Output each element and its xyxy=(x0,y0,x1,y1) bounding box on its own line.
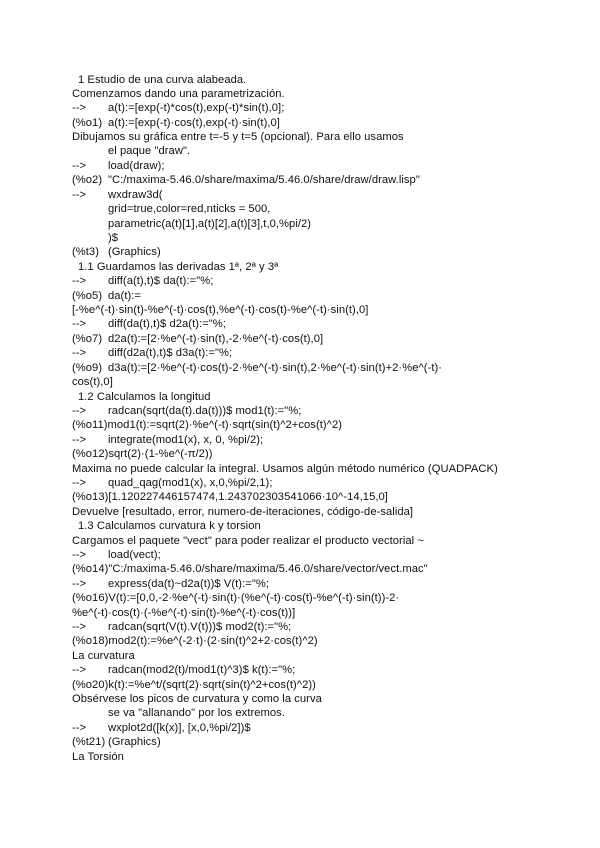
output-label: (%o9) xyxy=(72,362,103,374)
code-text: radcan(mod2(t)/mod1(t)^3)$ k(t):="%; xyxy=(108,664,296,676)
input-line xyxy=(72,620,291,634)
code-text: load(vect); xyxy=(108,549,161,561)
section-heading-2: 1.1 Guardamos las derivadas 1ª, 2ª y 3ª xyxy=(78,261,279,273)
section-heading-1: 1 Estudio de una curva alabeada. xyxy=(78,74,247,86)
code-text: (Graphics) xyxy=(108,246,161,258)
prompt-label: --> xyxy=(72,160,87,172)
text-line: Dibujamos su gráfica entre t=-5 y t=5 (opcional). Para ello usamos xyxy=(72,131,404,143)
output-label: (%t21) xyxy=(72,736,106,748)
output-label: (%o1) xyxy=(72,117,103,129)
code-text: diff(a(t),t)$ da(t):="%; xyxy=(108,275,214,287)
input-line xyxy=(72,274,213,288)
code-text: (Graphics) xyxy=(108,736,161,748)
code-text: radcan(sqrt(da(t).da(t)))$ mod1(t):="%; xyxy=(108,405,302,417)
code-text: d2a(t):=[2·%e^(-t)·sin(t),-2·%e^(-t)·cos(t),0] xyxy=(108,333,324,345)
output-line: (%o12)sqrt(2)·(1-%e^(-π/2)) xyxy=(72,448,213,460)
code-line: parametric(a(t)[1],a(t)[2],a(t)[3],t,0,%pi/2) xyxy=(108,218,312,230)
code-text: a(t):=[exp(-t)·cos(t),exp(-t)·sin(t),0] xyxy=(108,117,280,129)
input-line xyxy=(72,476,272,490)
code-text: diff(da(t),t)$ d2a(t):="%; xyxy=(108,318,226,330)
output-line xyxy=(72,173,420,187)
text-line: Comenzamos dando una parametrización. xyxy=(72,88,285,100)
output-line xyxy=(72,245,161,259)
code-line: )$ xyxy=(108,232,119,244)
output-line xyxy=(72,361,442,375)
output-line xyxy=(72,289,141,303)
text-line: Cargamos el paquete "vect" para poder realizar el producto vectorial ~ xyxy=(72,535,424,547)
text-line: el paque "draw". xyxy=(108,145,191,157)
output-line: %e^(-t)·cos(t)·(-%e^(-t)·sin(t)-%e^(-t)·cos(t))] xyxy=(72,607,296,619)
input-line xyxy=(72,101,284,115)
text-line: Devuelve [resultado, error, numero-de-iteraciones, código-de-salida] xyxy=(72,506,414,518)
input-line xyxy=(72,317,226,331)
code-text: express(da(t)~d2a(t))$ V(t):="%; xyxy=(108,578,270,590)
output-line: (%o13)[1.120227446157474,1.243702303541066·10^-14,15,0] xyxy=(72,491,388,503)
prompt-label: --> xyxy=(72,434,87,446)
prompt-label: --> xyxy=(72,275,87,287)
code-text: diff(d2a(t),t)$ d3a(t):="%; xyxy=(108,347,233,359)
code-text: load(draw); xyxy=(108,160,165,172)
prompt-label: --> xyxy=(72,102,87,114)
text-line: La Torsión xyxy=(72,751,124,763)
text-line: Maxima no puede calcular la integral. Usamos algún método numérico (QUADPACK) xyxy=(72,463,498,475)
prompt-label: --> xyxy=(72,621,87,633)
section-heading-3: 1.2 Calculamos la longitud xyxy=(78,391,211,403)
output-line: (%o14)"C:/maxima-5.46.0/share/maxima/5.46.0/share/vector/vect.mac" xyxy=(72,563,428,575)
prompt-label: --> xyxy=(72,347,87,359)
input-line xyxy=(72,548,161,562)
input-line xyxy=(72,663,295,677)
output-line: (%o18)mod2(t):=%e^(-2·t)·(2·sin(t)^2+2·cos(t)^2) xyxy=(72,635,318,647)
output-label: (%o7) xyxy=(72,333,103,345)
output-line xyxy=(72,735,161,749)
input-line xyxy=(72,346,232,360)
code-text: wxplot2d([k(x)], [x,0,%pi/2])$ xyxy=(108,722,251,734)
output-line: [-%e^(-t)·sin(t)-%e^(-t)·cos(t),%e^(-t)·cos(t)-%e^(-t)·sin(t),0] xyxy=(72,304,369,316)
code-text: radcan(sqrt(V(t).V(t)))$ mod2(t):="%; xyxy=(108,621,292,633)
code-text: wxdraw3d( xyxy=(108,189,163,201)
input-line xyxy=(72,404,301,418)
text-line: se va "allanando" por los extremos. xyxy=(108,707,285,719)
output-line xyxy=(72,332,323,346)
output-line xyxy=(72,116,280,130)
output-label: (%o2) xyxy=(72,174,103,186)
output-line: (%o16)V(t):=[0,0,-2·%e^(-t)·sin(t)·(%e^(-t)·cos(t)-%e^(-t)·sin(t))-2· xyxy=(72,592,400,604)
prompt-label: --> xyxy=(72,549,87,561)
prompt-label: --> xyxy=(72,405,87,417)
output-line: cos(t),0] xyxy=(72,376,113,388)
prompt-label: --> xyxy=(72,664,87,676)
code-text: da(t):= xyxy=(108,290,141,302)
prompt-label: --> xyxy=(72,477,87,489)
code-text: quad_qag(mod1(x), x,0,%pi/2,1); xyxy=(108,477,273,489)
input-line xyxy=(72,159,165,173)
prompt-label: --> xyxy=(72,578,87,590)
input-line xyxy=(72,577,269,591)
text-line: Obsérvese los picos de curvatura y como la curva xyxy=(72,693,322,705)
input-line xyxy=(72,721,251,735)
code-text: integrate(mod1(x), x, 0, %pi/2); xyxy=(108,434,264,446)
code-line: grid=true,color=red,nticks = 500, xyxy=(108,203,271,215)
prompt-label: --> xyxy=(72,722,87,734)
input-line xyxy=(72,433,263,447)
output-line: (%o20)k(t):=%e^t/(sqrt(2)·sqrt(sin(t)^2+cos(t)^2)) xyxy=(72,679,316,691)
output-line: (%o11)mod1(t):=sqrt(2)·%e^(-t)·sqrt(sin(t)^2+cos(t)^2) xyxy=(72,419,343,431)
code-text: "C:/maxima-5.46.0/share/maxima/5.46.0/share/draw/draw.lisp" xyxy=(108,174,420,186)
output-label: (%t3) xyxy=(72,246,99,258)
prompt-label: --> xyxy=(72,318,87,330)
prompt-label: --> xyxy=(72,189,87,201)
text-line: La curvatura xyxy=(72,650,135,662)
output-label: (%o5) xyxy=(72,290,103,302)
code-text: a(t):=[exp(-t)*cos(t),exp(-t)*sin(t),0]; xyxy=(108,102,285,114)
code-text: d3a(t):=[2·%e^(-t)·cos(t)-2·%e^(-t)·sin(t),2·%e^(-t)·sin(t)+2·%e^(-t)· xyxy=(108,362,443,374)
input-line xyxy=(72,188,163,202)
section-heading-4: 1.3 Calculamos curvatura k y torsion xyxy=(78,520,261,532)
